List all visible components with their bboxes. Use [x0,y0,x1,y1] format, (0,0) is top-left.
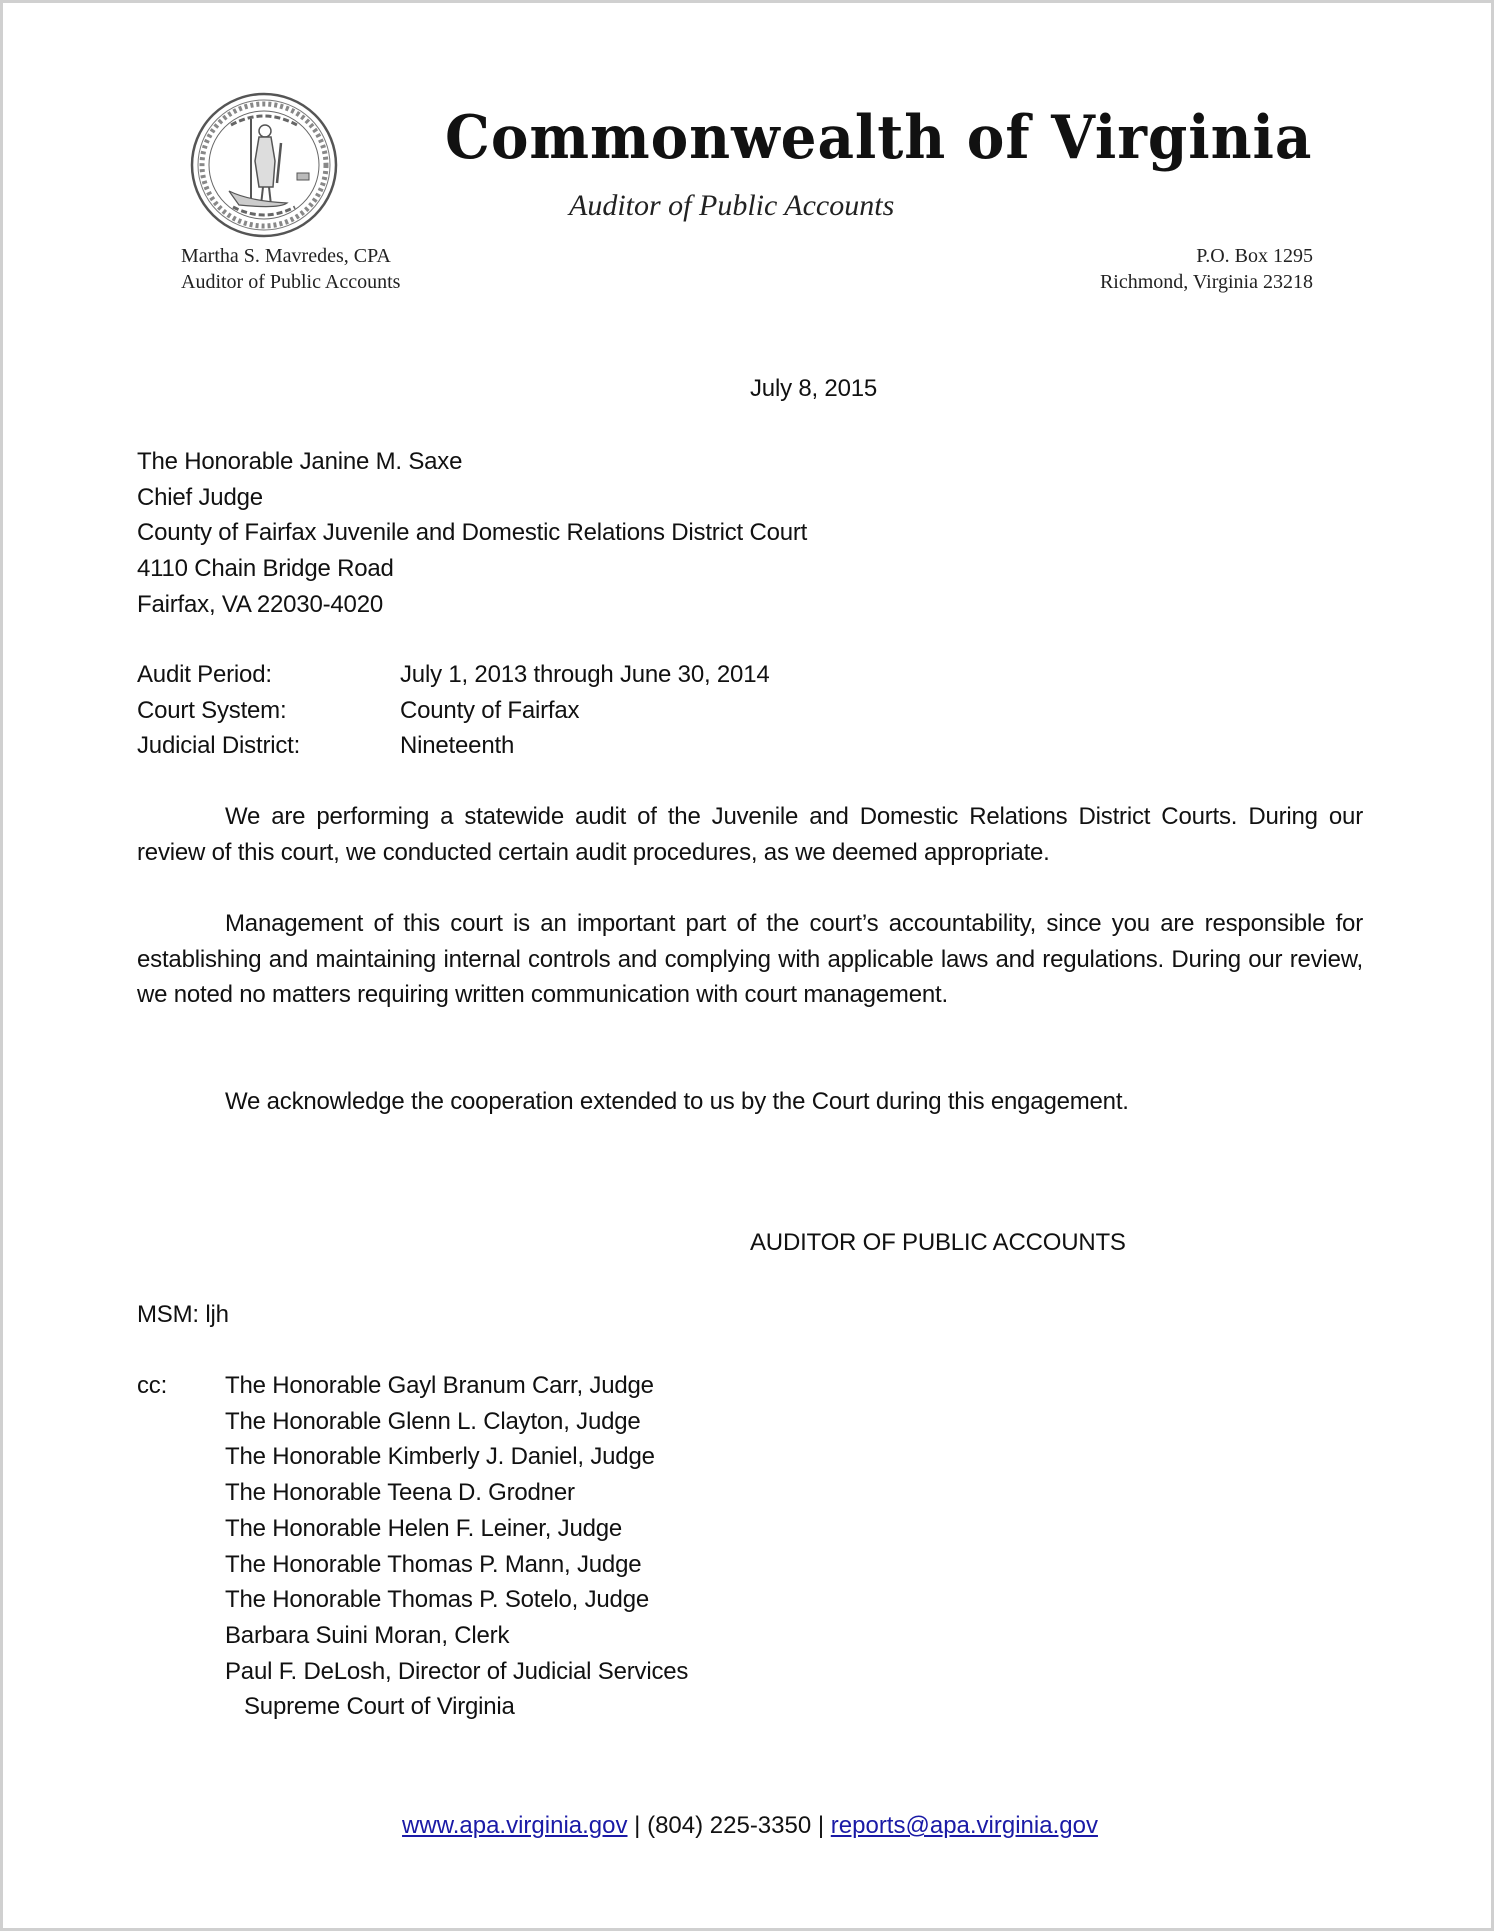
cc-list [225,1368,688,1725]
paragraph-text: We are performing a statewide audit of the Juvenile and Domestic Relations District Courts. During our review of this court, we conducted certain audit procedures, as we deemed appropriate. [137,803,1363,866]
recipient-line: Chief Judge [137,483,263,511]
audit-info-row [137,693,770,729]
body-paragraph [137,1084,1363,1120]
cc-recipient: The Honorable Teena D. Grodner [225,1479,575,1507]
auditor-name: Martha S. Mavredes, CPA [181,245,391,267]
audit-info-label: Judicial District: [137,732,301,760]
cc-recipient: The Honorable Glenn L. Clayton, Judge [225,1407,641,1435]
audit-info [137,657,770,764]
recipient-line: 4110 Chain Bridge Road [137,555,394,583]
signature-block: AUDITOR OF PUBLIC ACCOUNTS [750,1229,1126,1256]
footer-separator: | [634,1812,648,1839]
auditor-title: Auditor of Public Accounts [181,271,401,293]
audit-info-row [137,728,770,764]
city-state-zip: Richmond, Virginia 23218 [1099,271,1313,293]
letterhead-subtitle: Auditor of Public Accounts [569,189,895,222]
cc-label: cc: [137,1372,168,1399]
footer-separator: | [817,1812,831,1839]
body-paragraph [137,799,1363,870]
recipient-line: Fairfax, VA 22030-4020 [137,590,383,618]
cc-recipient: The Honorable Thomas P. Sotelo, Judge [225,1586,649,1614]
phone-number: (804) 225-3350 [647,1812,812,1839]
cc-recipient: Barbara Suini Moran, Clerk [225,1621,510,1649]
audit-info-row [137,657,770,693]
body-paragraph [137,906,1363,1013]
cc-recipient: The Honorable Helen F. Leiner, Judge [225,1514,623,1542]
audit-info-value: July 1, 2013 through June 30, 2014 [400,661,770,688]
virginia-state-seal-icon [189,91,339,239]
cc-recipient-affiliation: Supreme Court of Virginia [244,1693,515,1721]
letterhead-address-block [1100,243,1313,295]
audit-info-value: County of Fairfax [400,696,580,724]
paragraph-text: Management of this court is an important part of the court’s accountability, since you are responsible for establishing and maintaining internal controls and complying with applicable laws and regulations. During our review, we noted no matters requiring written communication with court management. [137,910,1363,1009]
letterhead-auditor-block [181,243,400,295]
paragraph-text: We acknowledge the cooperation extended to us by the Court during this engagement. [225,1088,1129,1115]
email-link[interactable]: reports@apa.virginia.gov [830,1812,1098,1839]
recipient-address [137,444,807,623]
cc-recipient: The Honorable Thomas P. Mann, Judge [225,1550,642,1578]
po-box: P.O. Box 1295 [1196,245,1313,267]
cc-recipient: The Honorable Kimberly J. Daniel, Judge [225,1443,655,1471]
website-link[interactable]: www.apa.virginia.gov [402,1812,628,1839]
footer [3,1809,1494,1843]
cc-recipient: The Honorable Gayl Branum Carr, Judge [225,1372,654,1399]
cc-recipient: Paul F. DeLosh, Director of Judicial Services [225,1657,689,1685]
recipient-line: The Honorable Janine M. Saxe [137,448,463,475]
audit-info-label: Audit Period: [137,661,272,688]
recipient-line: County of Fairfax Juvenile and Domestic Relations District Court [137,519,808,547]
audit-info-label: Court System: [137,696,287,724]
letterhead-title: Commonwealth of Virginia [445,103,1313,173]
audit-info-value: Nineteenth [400,732,515,760]
reference-initials: MSM: ljh [137,1301,229,1328]
letter-date: July 8, 2015 [750,375,878,402]
